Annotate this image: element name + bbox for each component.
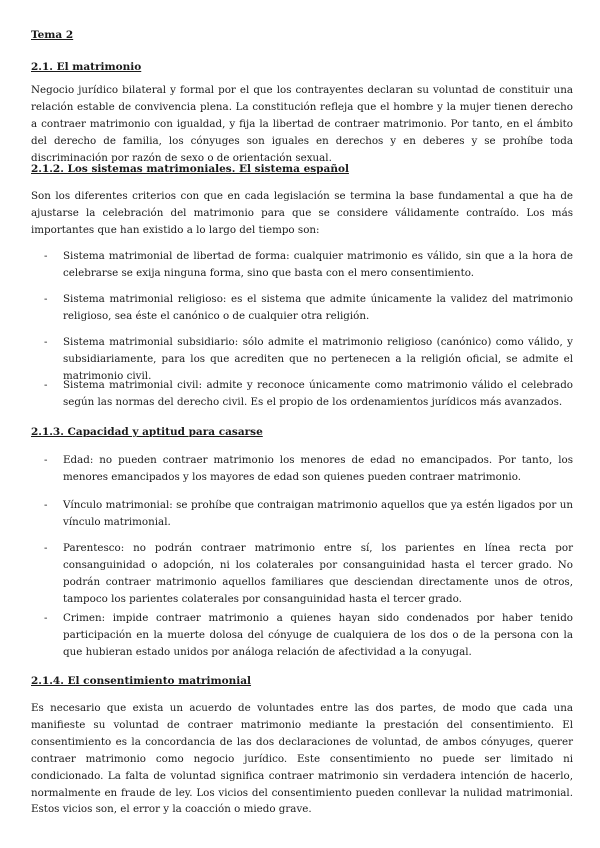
list-sistemas xyxy=(31,377,573,411)
section-heading-consentimiento: 2.1.4. El consentimiento matrimonial xyxy=(31,675,252,687)
list-sistemas xyxy=(31,291,573,325)
section-heading-capacidad: 2.1.3. Capacidad y aptitud para casarse xyxy=(31,426,263,438)
list-item: - Edad: no pueden contraer matrimonio los menores de edad no emancipados. Por tanto, los menores emancipados y los mayores de edad son quienes pueden contraer matrimonio. xyxy=(31,452,573,486)
list-sistemas xyxy=(31,248,573,282)
list-capacidad xyxy=(31,452,573,486)
section-heading-sistemas: 2.1.2. Los sistemas matrimoniales. El sistema español xyxy=(31,163,349,175)
paragraph-matrimonio: Negocio jurídico bilateral y formal por el que los contrayentes declaran su voluntad de constituir una relación estable de convivencia plena. La constitución refleja que el hombre y la mujer tienen derecho a contraer matrimonio con igualdad, y fija la libertad de contraer matrimonio. Por tanto, en el ámbito del derecho de familia, los cónyuges son iguales en derechos y en deberes y se prohíbe toda discriminación por razón de sexo o de orientación sexual. xyxy=(31,84,573,164)
list-capacidad xyxy=(31,497,573,531)
document-title: Tema 2 xyxy=(31,29,74,41)
list-item: - Sistema matrimonial civil: admite y reconoce únicamente como matrimonio válido el celebrado según las normas del derecho civil. Es el propio de los ordenamientos jurídicos más avanzados. xyxy=(31,377,573,411)
paragraph-sistemas-intro: Son los diferentes criterios con que en cada legislación se termina la base fundamental a que ha de ajustarse la celebración del matrimonio para que se considere válidamente contraído. Los más importantes que han existido a lo largo del tiempo son: xyxy=(31,190,573,236)
list-item: - Sistema matrimonial religioso: es el sistema que admite únicamente la validez del matrimonio religioso, sea éste el canónico o de cualquier otra religión. xyxy=(31,291,573,325)
paragraph-consentimiento: Es necesario que exista un acuerdo de voluntades entre las dos partes, de modo que cada una manifieste su voluntad de contraer matrimonio mediante la prestación del consentimiento. El consentimiento es la concordancia de las dos declaraciones de voluntad, de ambos cónyuges, querer contraer matrimonio como negocio jurídico. Este consentimiento no puede ser limitado ni condicionado. La falta de voluntad significa contraer matrimonio sin verdadera intención de hacerlo, normalmente en fraude de ley. Los vicios del consentimiento pueden conllevar la nulidad matrimonial. Estos vicios son, el error y la coacción o miedo grave. xyxy=(31,702,573,816)
list-item: - Sistema matrimonial subsidiario: sólo admite el matrimonio religioso (canónico) como válido, y subsidiariamente, para los que acrediten que no pertenecen a la religión oficial, se admite el matrimonio civil. xyxy=(31,334,573,385)
list-item: - Vínculo matrimonial: se prohíbe que contraigan matrimonio aquellos que ya estén ligados por un vínculo matrimonial. xyxy=(31,497,573,531)
section-heading-matrimonio: 2.1. El matrimonio xyxy=(31,61,142,73)
list-item: - Parentesco: no podrán contraer matrimonio entre sí, los parientes en línea recta por consanguinidad o adopción, ni los colaterales por consanguinidad hasta el tercer grado. No podrán contraer matrimonio aquellos familiares que desciendan directamente unos de otros, tampoco los parientes colaterales por consanguinidad hasta el tercer grado. xyxy=(31,540,573,608)
list-capacidad xyxy=(31,540,573,608)
list-item: - Crimen: impide contraer matrimonio a quienes hayan sido condenados por haber tenido participación en la muerte dolosa del cónyuge de cualquiera de los dos o de la persona con la que hubieran estado unidos por análoga relación de afectividad a la conyugal. xyxy=(31,610,573,661)
list-capacidad xyxy=(31,610,573,661)
list-item: - Sistema matrimonial de libertad de forma: cualquier matrimonio es válido, sin que a la hora de celebrarse se exija ninguna forma, sino que basta con el mero consentimiento. xyxy=(31,248,573,282)
